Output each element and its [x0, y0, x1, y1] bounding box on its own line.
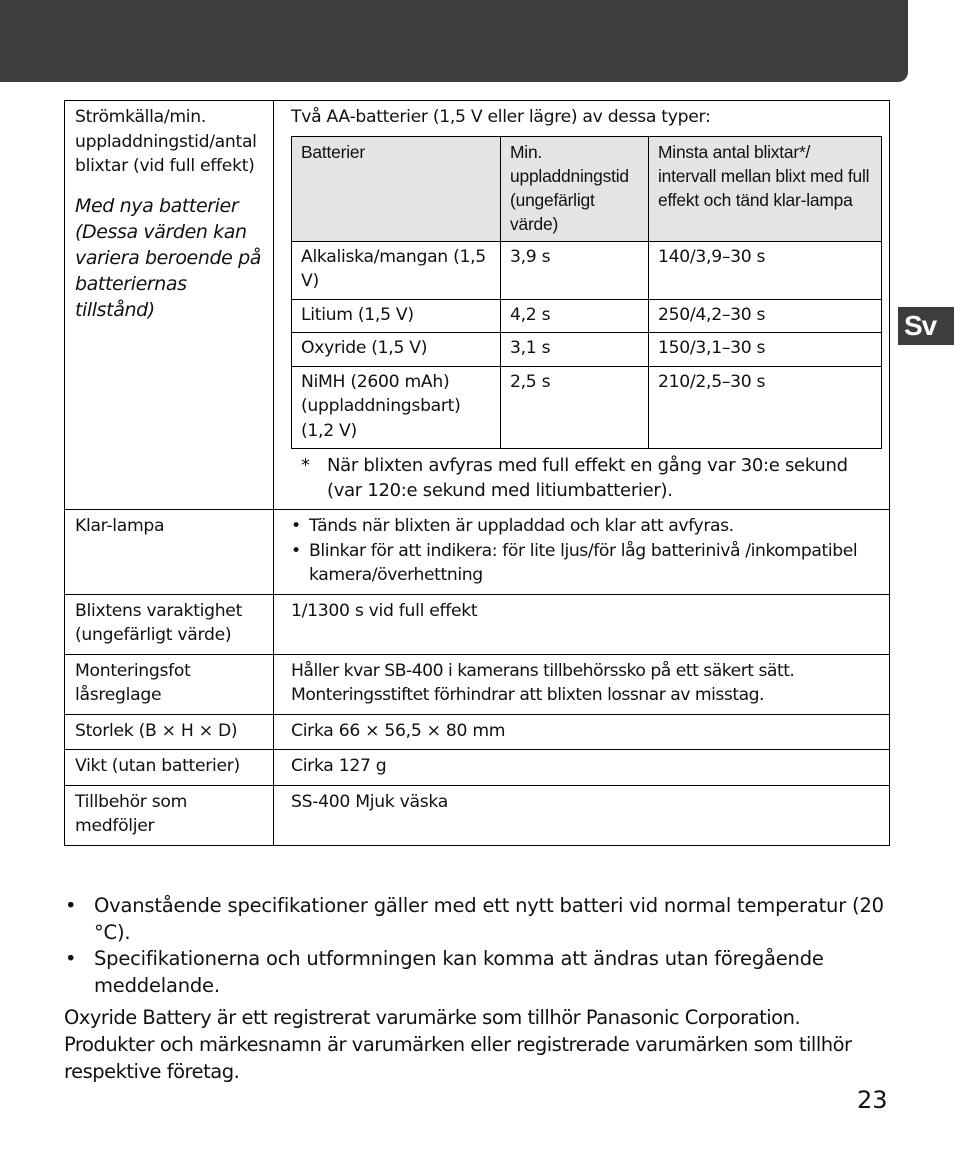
spec-value-cell — [274, 510, 890, 595]
trademark-line: Produkter och märkesnamn är varumärken eller registrerade varumärken som tillhör respektive företag. — [64, 1033, 852, 1083]
spec-label-cell — [65, 101, 274, 510]
list-item-text: Tänds när blixten är uppladdad och klar att avfyras. — [309, 516, 734, 536]
spec-label: Strömkälla/min. uppladdningstid/antal blixtar (vid full effekt) — [75, 107, 257, 176]
ready-light-list — [291, 514, 881, 588]
table-row — [292, 241, 882, 299]
spec-label: Klar-lampa — [65, 510, 274, 595]
battery-type: Oxyride (1,5 V) — [292, 333, 501, 367]
column-header: Batterier — [292, 136, 501, 241]
spec-row-duration — [65, 594, 890, 654]
battery-type: NiMH (2600 mAh) (uppladdningsbart) (1,2 V) — [292, 366, 501, 449]
spec-value-cell — [274, 101, 890, 510]
list-item-text: Ovanstående specifikationer gäller med ett nytt batteri vid normal temperatur (20 °C). — [94, 894, 884, 944]
spec-row-accessories — [65, 785, 890, 845]
spec-table — [64, 100, 890, 846]
list-item-text: Blinkar för att indikera: för lite ljus/för låg batterinivå /inkompatibel kamera/överhettning — [309, 540, 858, 585]
trademark-line: Oxyride Battery är ett registrerat varumärke som tillhör Panasonic Corporation. — [64, 1006, 801, 1029]
spec-label: Vikt (utan batterier) — [65, 750, 274, 786]
column-header: Minsta antal blixtar*/ intervall mellan blixt med full effekt och tänd klar-lampa — [649, 136, 882, 241]
spec-value: Håller kvar SB-400 i kamerans tillbehörssko på ett säkert sätt. Monteringsstiftet förhindrar att blixten lossnar av misstag. — [274, 654, 890, 714]
recycle-time: 4,2 s — [501, 299, 649, 333]
list-item — [291, 514, 881, 539]
list-item — [64, 946, 884, 999]
spec-value: 1/1300 s vid full effekt — [274, 594, 890, 654]
footnote — [291, 453, 881, 503]
power-italic-note: Med nya batterier (Dessa värden kan variera beroende på batteriernas tillstånd) — [75, 194, 261, 321]
recycle-time: 3,1 s — [501, 333, 649, 367]
spec-label: Monteringsfot låsreglage — [65, 654, 274, 714]
flash-count: 250/4,2–30 s — [649, 299, 882, 333]
table-row — [292, 333, 882, 367]
spec-row-foot-lock — [65, 654, 890, 714]
spec-label: Blixtens varaktighet (ungefärligt värde) — [65, 594, 274, 654]
flash-count: 140/3,9–30 s — [649, 241, 882, 299]
battery-type: Litium (1,5 V) — [292, 299, 501, 333]
flash-count: 150/3,1–30 s — [649, 333, 882, 367]
recycle-time: 3,9 s — [501, 241, 649, 299]
recycle-time: 2,5 s — [501, 366, 649, 449]
battery-type: Alkaliska/mangan (1,5 V) — [292, 241, 501, 299]
language-tab: Sv — [898, 307, 954, 345]
footnote-mark: * — [301, 455, 310, 476]
trademark-notice — [64, 1004, 894, 1085]
spec-row-weight — [65, 750, 890, 786]
bullet: • — [65, 947, 77, 970]
page-number: 23 — [857, 1086, 888, 1114]
flash-count: 210/2,5–30 s — [649, 366, 882, 449]
spec-row-ready-light — [65, 510, 890, 595]
table-row — [292, 366, 882, 449]
list-item-text: Specifikationerna och utformningen kan komma att ändras utan föregående meddelande. — [94, 947, 824, 997]
spec-row-size — [65, 714, 890, 750]
spec-row-power — [65, 101, 890, 510]
battery-intro: Två AA-batterier (1,5 V eller lägre) av dessa typer: — [291, 107, 711, 127]
list-item — [64, 893, 884, 946]
table-row — [292, 299, 882, 333]
bullet: • — [291, 516, 301, 536]
spec-label: Storlek (B × H × D) — [65, 714, 274, 750]
header-bar — [0, 0, 908, 82]
battery-table-header — [292, 136, 882, 241]
list-item — [291, 539, 881, 588]
bullet: • — [65, 894, 77, 917]
spec-value: SS-400 Mjuk väska — [274, 785, 890, 845]
notes-list — [64, 893, 884, 999]
bullet: • — [291, 540, 301, 561]
battery-table — [291, 136, 882, 450]
spec-value: Cirka 66 × 56,5 × 80 mm — [274, 714, 890, 750]
spec-value: Cirka 127 g — [274, 750, 890, 786]
column-header: Min. uppladdningstid (ungefärligt värde) — [501, 136, 649, 241]
footnote-text: När blixten avfyras med full effekt en gång var 30:e sekund (var 120:e sekund med litiumbatterier). — [327, 455, 848, 501]
spec-label: Tillbehör som medföljer — [65, 785, 274, 845]
